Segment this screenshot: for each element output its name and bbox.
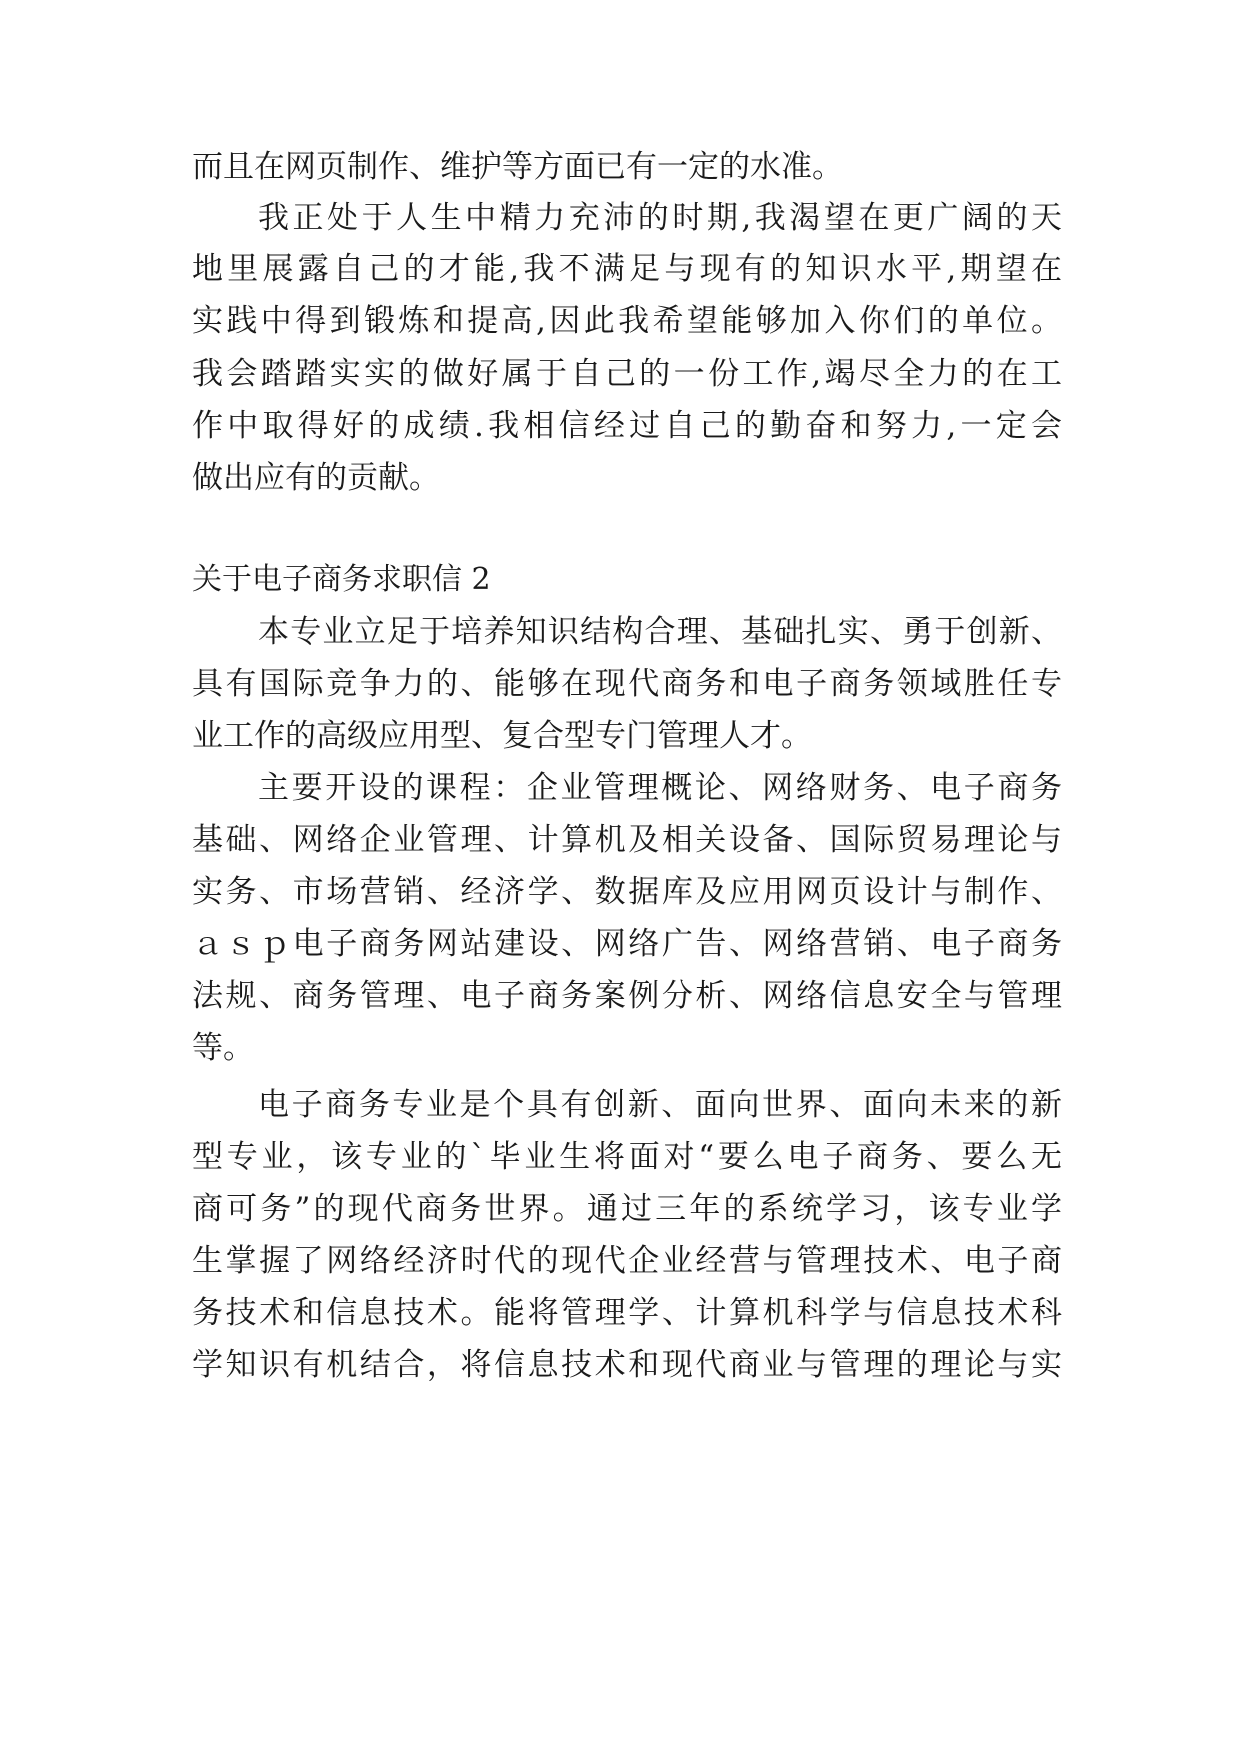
section-heading: 关于电子商务求职信 2 bbox=[192, 562, 491, 597]
paragraph-line: 我会踏踏实实的做好属于自己的一份工作,竭尽全力的在工 bbox=[192, 356, 1062, 392]
paragraph-line: 实践中得到锻炼和提高,因此我希望能够加入你们的单位。 bbox=[192, 303, 1062, 339]
paragraph-line: 电子商务专业是个具有创新、面向世界、面向未来的新 bbox=[258, 1087, 1062, 1123]
paragraph-line: 做出应有的贡献。 bbox=[192, 460, 440, 496]
paragraph-line: 地里展露自己的才能,我不满足与现有的知识水平,期望在 bbox=[192, 251, 1062, 287]
paragraph-line: 型专业，该专业的`毕业生将面对“要么电子商务、要么无 bbox=[192, 1139, 1062, 1175]
paragraph-line: 我正处于人生中精力充沛的时期,我渴望在更广阔的天 bbox=[258, 200, 1062, 236]
paragraph-line: 作中取得好的成绩.我相信经过自己的勤奋和努力,一定会 bbox=[192, 408, 1062, 444]
paragraph-line: 基础、网络企业管理、计算机及相关设备、国际贸易理论与 bbox=[192, 822, 1062, 858]
paragraph-line: 商可务”的现代商务世界。通过三年的系统学习，该专业学 bbox=[192, 1191, 1062, 1227]
paragraph-line: 具有国际竞争力的、能够在现代商务和电子商务领域胜任专 bbox=[192, 666, 1062, 702]
paragraph-line: 本专业立足于培养知识结构合理、基础扎实、勇于创新、 bbox=[258, 614, 1062, 650]
paragraph-line: ａｓｐ电子商务网站建设、网络广告、网络营销、电子商务 bbox=[192, 926, 1062, 962]
paragraph-line: 学知识有机结合，将信息技术和现代商业与管理的理论与实 bbox=[192, 1347, 1062, 1383]
paragraph-line: 实务、市场营销、经济学、数据库及应用网页设计与制作、 bbox=[192, 874, 1062, 910]
paragraph-line: 主要开设的课程：企业管理概论、网络财务、电子商务 bbox=[258, 770, 1062, 806]
paragraph-line: 法规、商务管理、电子商务案例分析、网络信息安全与管理 bbox=[192, 978, 1062, 1014]
paragraph-line: 业工作的高级应用型、复合型专门管理人才。 bbox=[192, 718, 812, 754]
paragraph-line: 生掌握了网络经济时代的现代企业经营与管理技术、电子商 bbox=[192, 1243, 1062, 1279]
paragraph-line: 务技术和信息技术。能将管理学、计算机科学与信息技术科 bbox=[192, 1295, 1062, 1331]
paragraph-line: 等。 bbox=[192, 1030, 254, 1066]
paragraph-line: 而且在网页制作、维护等方面已有一定的水准。 bbox=[192, 149, 843, 185]
